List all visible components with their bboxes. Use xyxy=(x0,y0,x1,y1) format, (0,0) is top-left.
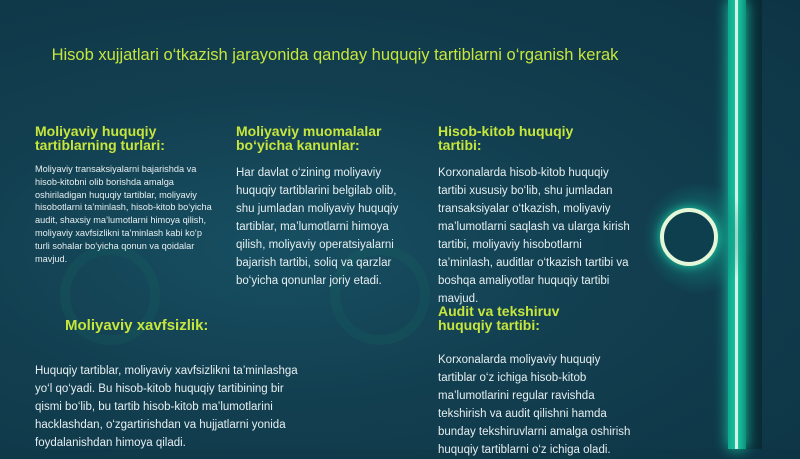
section-heading-transaction-laws: Moliyaviy muomalalar bo‘yicha kanunlar: xyxy=(236,123,382,153)
section-heading-legal-types: Moliyaviy huquqiy tartiblarning turlari: xyxy=(35,123,165,153)
section-body-security: Huquqiy tartiblar, moliyaviy xavfsizlikni ta’minlashga yo‘l qo‘yadi. Bu hisob-kitob huquqiy tartibining bir qismi bo‘lib, bu tartib hisob-kitob ma’lumotlarini hacklashdan, o‘zgartirishdan va hujjatlarni yonida foydalanishdan himoya qiladi. xyxy=(35,365,298,449)
section-heading-security: Moliyaviy xavfsizlik: xyxy=(65,317,209,334)
section-body-legal-types: Moliyaviy transaksiyalarni bajarishda va hisob-kitobni olib borishda amalga oshiriladigan huquqiy tartiblar, moliyaviy hisobotlarni ta’minlash, hisob-kitob bo‘yicha audit, shaxsiy ma’lumotlarni himoya qilish, moliyaviy xavfsizlikni ta’minlash kabi ko‘p turli sohalar bo‘yicha qonun va qoidalar mavjud. xyxy=(35,164,212,264)
section-body-accounting-order: Korxonalarda hisob-kitob huquqiy tartibi xususiy bo‘lib, shu jumladan transaksiyalar o‘tkazish, moliyaviy ma’lumotlarni saqlash va ularga kirish tartibi, moliyaviy hisobotlarni ta’minlash, auditlar o‘tkazish tartibi va boshqa amaliyotlar huquqiy tartibi mavjud. xyxy=(438,167,630,305)
ring-icon xyxy=(660,208,718,266)
slide-title: Hisob xujjatlari o‘tkazish jarayonida qanday huquqiy tartiblarni o‘rganish kerak xyxy=(51,46,619,64)
section-heading-accounting-order: Hisob-kitob huquqiy tartibi: xyxy=(438,123,574,153)
section-body-audit: Korxonalarda moliyaviy huquqiy tartiblar o‘z ichiga hisob-kitob ma’lumotlarini regular ravishda tekshirish va audit qilishni hamda bunday tekshiruvlarni amalga oshirish huquqiy tartiblarni o‘z ichiga oladi. xyxy=(438,354,631,456)
section-body-transaction-laws: Har davlat o‘zining moliyaviy huquqiy tartiblarini belgilab olib, shu jumladan moliyaviy huquqiy tartiblar, ma’lumotlarni himoya qilish, moliyaviy operatsiyalarni bajarish tartibi, soliq va qarzlar bo‘yicha qonunlar joriy etadi. xyxy=(236,167,399,287)
section-heading-audit: Audit va tekshiruv huquqiy tartibi: xyxy=(438,303,560,333)
